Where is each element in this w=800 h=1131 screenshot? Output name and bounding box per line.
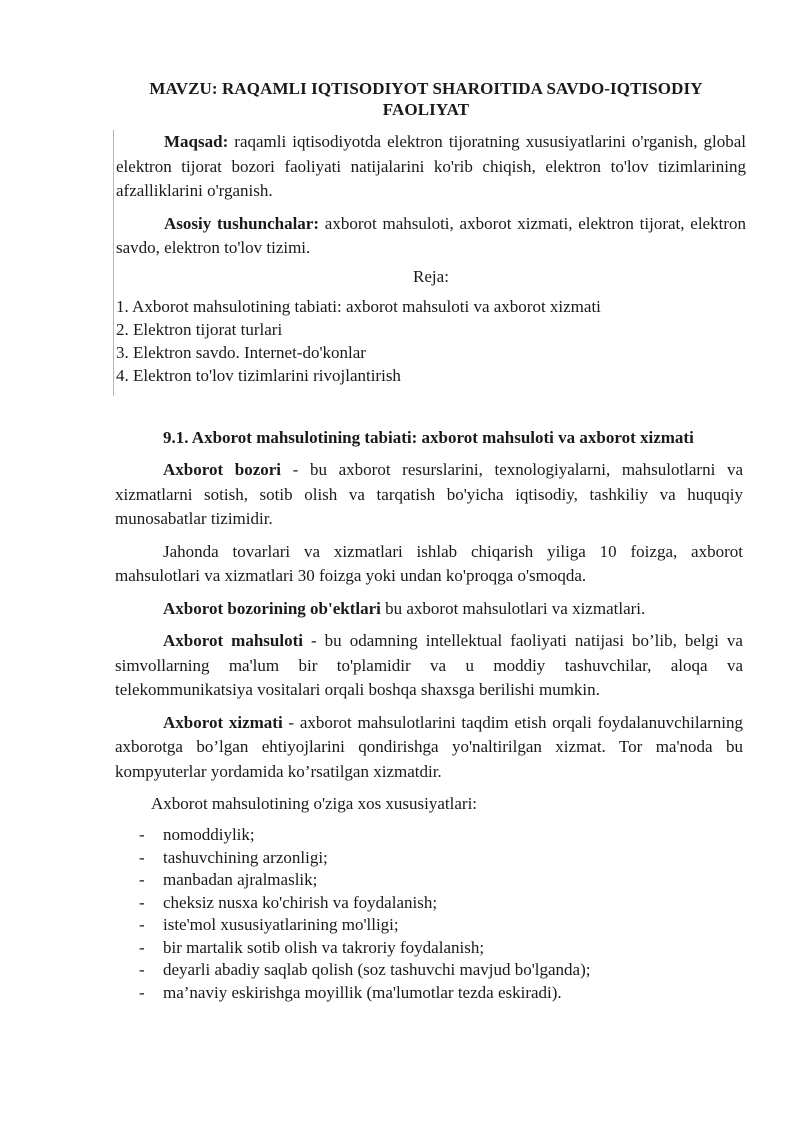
list-item: [115, 847, 743, 870]
plan-item: 2. Elektron tijorat turlari: [116, 319, 283, 339]
dash-marker: -: [139, 825, 145, 844]
properties-list: [115, 824, 743, 1004]
list-item-text: bir martalik sotib olish va takroriy foydalanish;: [163, 937, 485, 957]
plan-item: 1. Axborot mahsulotining tabiati: axborot mahsuloti va axborot xizmati: [116, 296, 601, 316]
page-title: [110, 78, 742, 120]
list-item: [115, 914, 743, 937]
dash-marker: -: [139, 847, 145, 867]
dash-marker: -: [139, 982, 145, 1002]
title-line-1: MAVZU: RAQAMLI IQTISODIYOT SHAROITIDA SAVDO-IQTISODIY: [149, 79, 703, 98]
concepts-label: Asosiy tushunchalar:: [164, 213, 320, 233]
dash-marker: -: [139, 937, 145, 957]
list-item: [115, 869, 743, 892]
intro-block: [113, 130, 746, 396]
list-item: [115, 982, 743, 1005]
paragraph-growth: Jahonda tovarlari va xizmatlari ishlab chiqarish yiliga 10 foizga, axborot mahsulotlari va xizmatlari 30 foizga yoki undan ko'proqga o'smoqda.: [115, 541, 743, 585]
dash-marker: -: [139, 960, 145, 979]
properties-title: Axborot mahsulotining o'ziga xos xususiyatlari:: [151, 794, 478, 813]
text-objects: bu axborot mahsulotlari va xizmatlari.: [380, 598, 646, 618]
goal-paragraph: [116, 130, 746, 204]
text-service: - axborot mahsulotlarini taqdim etish orqali foydalanuvchilarning axborotga bo’lgan ehtiyojlarini qondirishga yo'naltirilgan xizmat. Tor ma'noda bu kompyuterlar yordamida ko’rsatilgan xizmatdir.: [115, 712, 743, 781]
dash-marker: -: [139, 870, 145, 889]
term-service: Axborot xizmati: [163, 712, 283, 732]
list-item-text: nomoddiylik;: [163, 825, 255, 844]
list-item-text: cheksiz nusxa ko'chirish va foydalanish;: [163, 892, 438, 912]
plan-item: 3. Elektron savdo. Internet-do'konlar: [116, 342, 366, 362]
concepts-paragraph: [116, 212, 746, 261]
dash-marker: -: [139, 915, 145, 934]
list-item-text: manbadan ajralmaslik;: [163, 870, 318, 889]
goal-label: Maqsad:: [164, 132, 229, 151]
list-item-text: deyarli abadiy saqlab qolish (soz tashuvchi mavjud bo'lganda);: [163, 960, 591, 979]
title-line-2: FAOLIYAT: [382, 100, 470, 119]
term-market: Axborot bozori: [163, 460, 282, 479]
list-item-text: tashuvchining arzonligi;: [163, 847, 328, 867]
goal-text: raqamli iqtisodiyotda elektron tijoratning xususiyatlarini o'rganish, global elektron tijorat bozori faoliyati natijalarini ko'rib chiqish, elektron to'lov tizimlarining afzalliklarini o'rganish.: [116, 132, 746, 200]
text-product: - bu odamning intellektual faoliyati natijasi bo’lib, belgi va simvollarning ma'lum bir to'plamidir va u moddiy tashuvchilar, aloqa va telekommunikatsiya vositalari orqali boshqa shaxsga berilishi mumkin.: [115, 631, 743, 699]
concepts-text: axborot mahsuloti, axborot xizmati, elektron tijorat, elektron savdo, elektron to'lov tizimi.: [116, 213, 746, 257]
list-item-text: ma’naviy eskirishga moyillik (ma'lumotlar tezda eskiradi).: [163, 982, 562, 1002]
paragraph-product: [115, 629, 743, 703]
list-item: [115, 959, 743, 982]
list-item: [115, 892, 743, 915]
paragraph-objects: [115, 597, 743, 622]
plan-heading: Reja:: [413, 266, 449, 286]
list-item-text: iste'mol xususiyatlarining mo'lligi;: [163, 915, 399, 934]
plan-item: 4. Elektron to'lov tizimlarini rivojlantirish: [116, 365, 401, 385]
section-heading: 9.1. Axborot mahsulotining tabiati: axborot mahsuloti va axborot xizmati: [163, 428, 694, 447]
plan-list: [116, 295, 746, 387]
list-item: [115, 824, 743, 847]
term-product: Axborot mahsuloti: [163, 631, 303, 650]
paragraph-service: [115, 711, 743, 785]
paragraph-market: [115, 458, 743, 532]
text-market: - bu axborot resurslarini, texnologiyalarni, mahsulotlarni va xizmatlarni sotish, sotib olish va tarqatish bo'yicha iqtisodiy, tashkiliy va huquqiy munosabatlar tizimidir.: [115, 460, 743, 528]
dash-marker: -: [139, 892, 145, 912]
term-objects: Axborot bozorining ob'ektlari: [163, 598, 381, 618]
section-body: [115, 426, 743, 1004]
list-item: [115, 937, 743, 960]
